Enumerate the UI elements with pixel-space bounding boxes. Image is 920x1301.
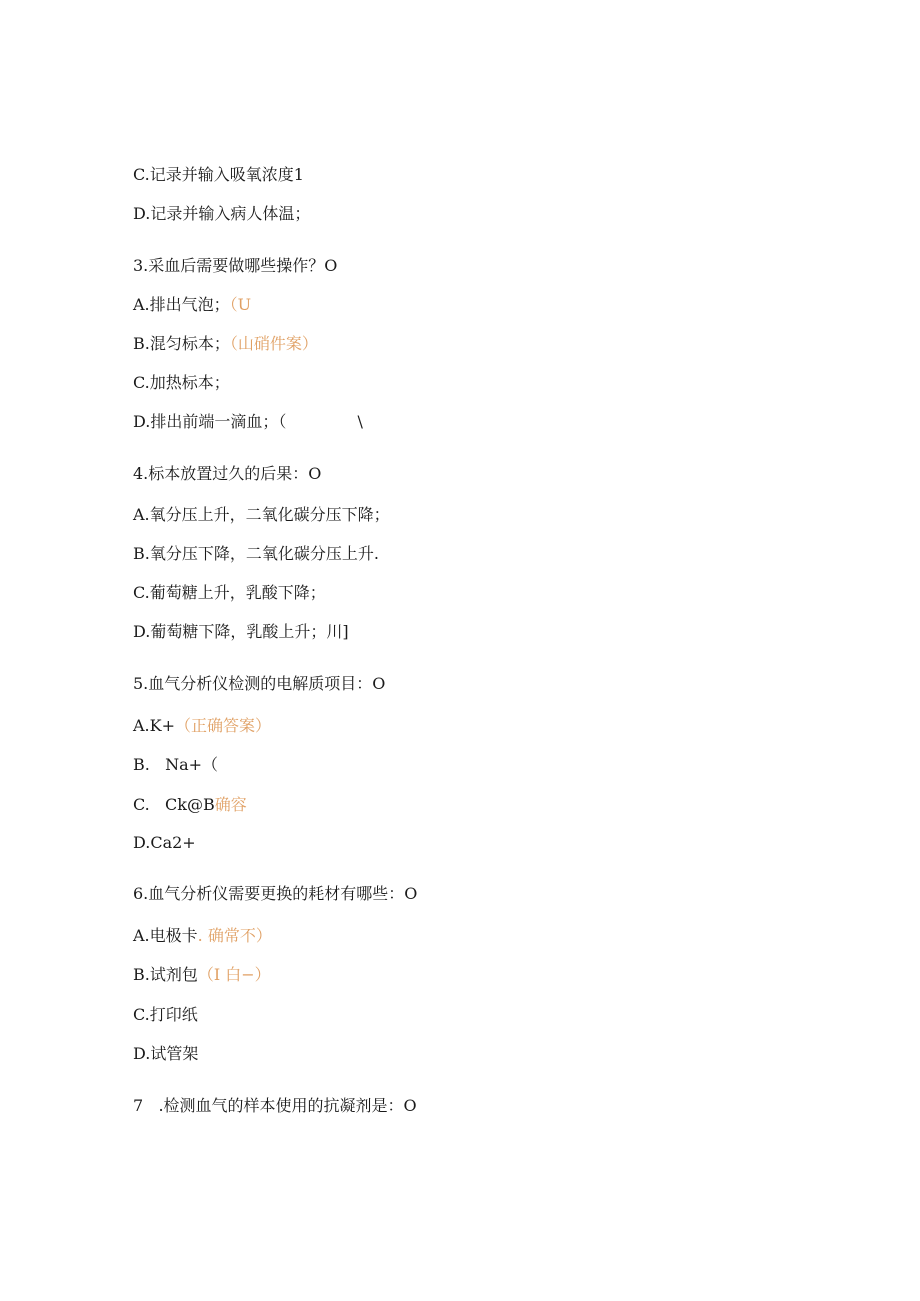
question-4 (133, 464, 321, 484)
question-5 (133, 674, 385, 694)
question-text: 5.血气分析仪检测的电解质项目：O (133, 674, 386, 693)
question-text: 6.血气分析仪需要更换的耗材有哪些：O (133, 884, 418, 903)
question-4-option-a (133, 505, 390, 525)
question-4-option-c (133, 583, 326, 603)
line-text: C. Ck@B (133, 795, 215, 814)
answer-annotation: （山硝件案） (229, 334, 318, 353)
answer-annotation: . 确常不） (197, 926, 272, 945)
option-d-body-temperature (133, 204, 310, 224)
line-text: B. Na+（ (133, 755, 219, 774)
line-text: C.葡萄糖上升，乳酸下降； (133, 583, 326, 602)
line-text: D.试管架 (133, 1044, 199, 1063)
question-3 (133, 256, 337, 276)
line-text: D.Ca2+ (133, 833, 196, 852)
answer-annotation: 确容 (214, 795, 247, 814)
answer-annotation: （I 白−） (197, 965, 271, 984)
line-text: A.排出气泡； (133, 295, 230, 314)
question-6-option-c (133, 1005, 198, 1025)
question-6 (133, 884, 417, 904)
line-text: C.加热标本； (133, 373, 230, 392)
line-text: D.记录并输入病人体温； (133, 204, 311, 223)
question-text: 4.标本放置过久的后果：O (133, 464, 322, 483)
line-text: C.记录并输入吸氧浓度1 (133, 165, 304, 184)
line-text: B.混匀标本； (133, 334, 230, 353)
line-text: B.试剂包 (133, 965, 198, 984)
question-7 (133, 1096, 417, 1116)
question-text: 3.采血后需要做哪些操作？O (133, 256, 338, 275)
question-5-option-c (133, 795, 247, 815)
question-6-option-a (133, 926, 272, 946)
line-text: A.氧分压上升，二氧化碳分压下降； (133, 505, 390, 524)
line-text: C.打印纸 (133, 1005, 198, 1024)
question-3-option-a (133, 295, 251, 315)
question-5-option-d (133, 833, 196, 853)
question-4-option-b (133, 544, 379, 564)
line-text: B.氧分压下降，二氧化碳分压上升. (133, 544, 379, 563)
question-3-option-d (133, 412, 363, 432)
question-5-option-a (133, 716, 271, 736)
line-text: A.电极卡 (133, 926, 198, 945)
answer-annotation: （U (229, 295, 252, 314)
option-c-oxygen-concentration (133, 165, 304, 185)
question-3-option-c (133, 373, 230, 393)
line-text: A.K+ (133, 716, 175, 735)
line-text: D.葡萄糖下降，乳酸上升；川] (133, 622, 349, 641)
question-4-option-d (133, 622, 349, 642)
answer-annotation: （正确答案） (175, 716, 272, 735)
question-text: 7 .检测血气的样本使用的抗凝剂是：O (133, 1096, 417, 1115)
question-6-option-d (133, 1044, 198, 1064)
question-3-option-b (133, 334, 318, 354)
question-6-option-b (133, 965, 271, 985)
line-text: D.排出前端一滴血；（ \ (133, 412, 363, 431)
question-5-option-b (133, 755, 218, 775)
